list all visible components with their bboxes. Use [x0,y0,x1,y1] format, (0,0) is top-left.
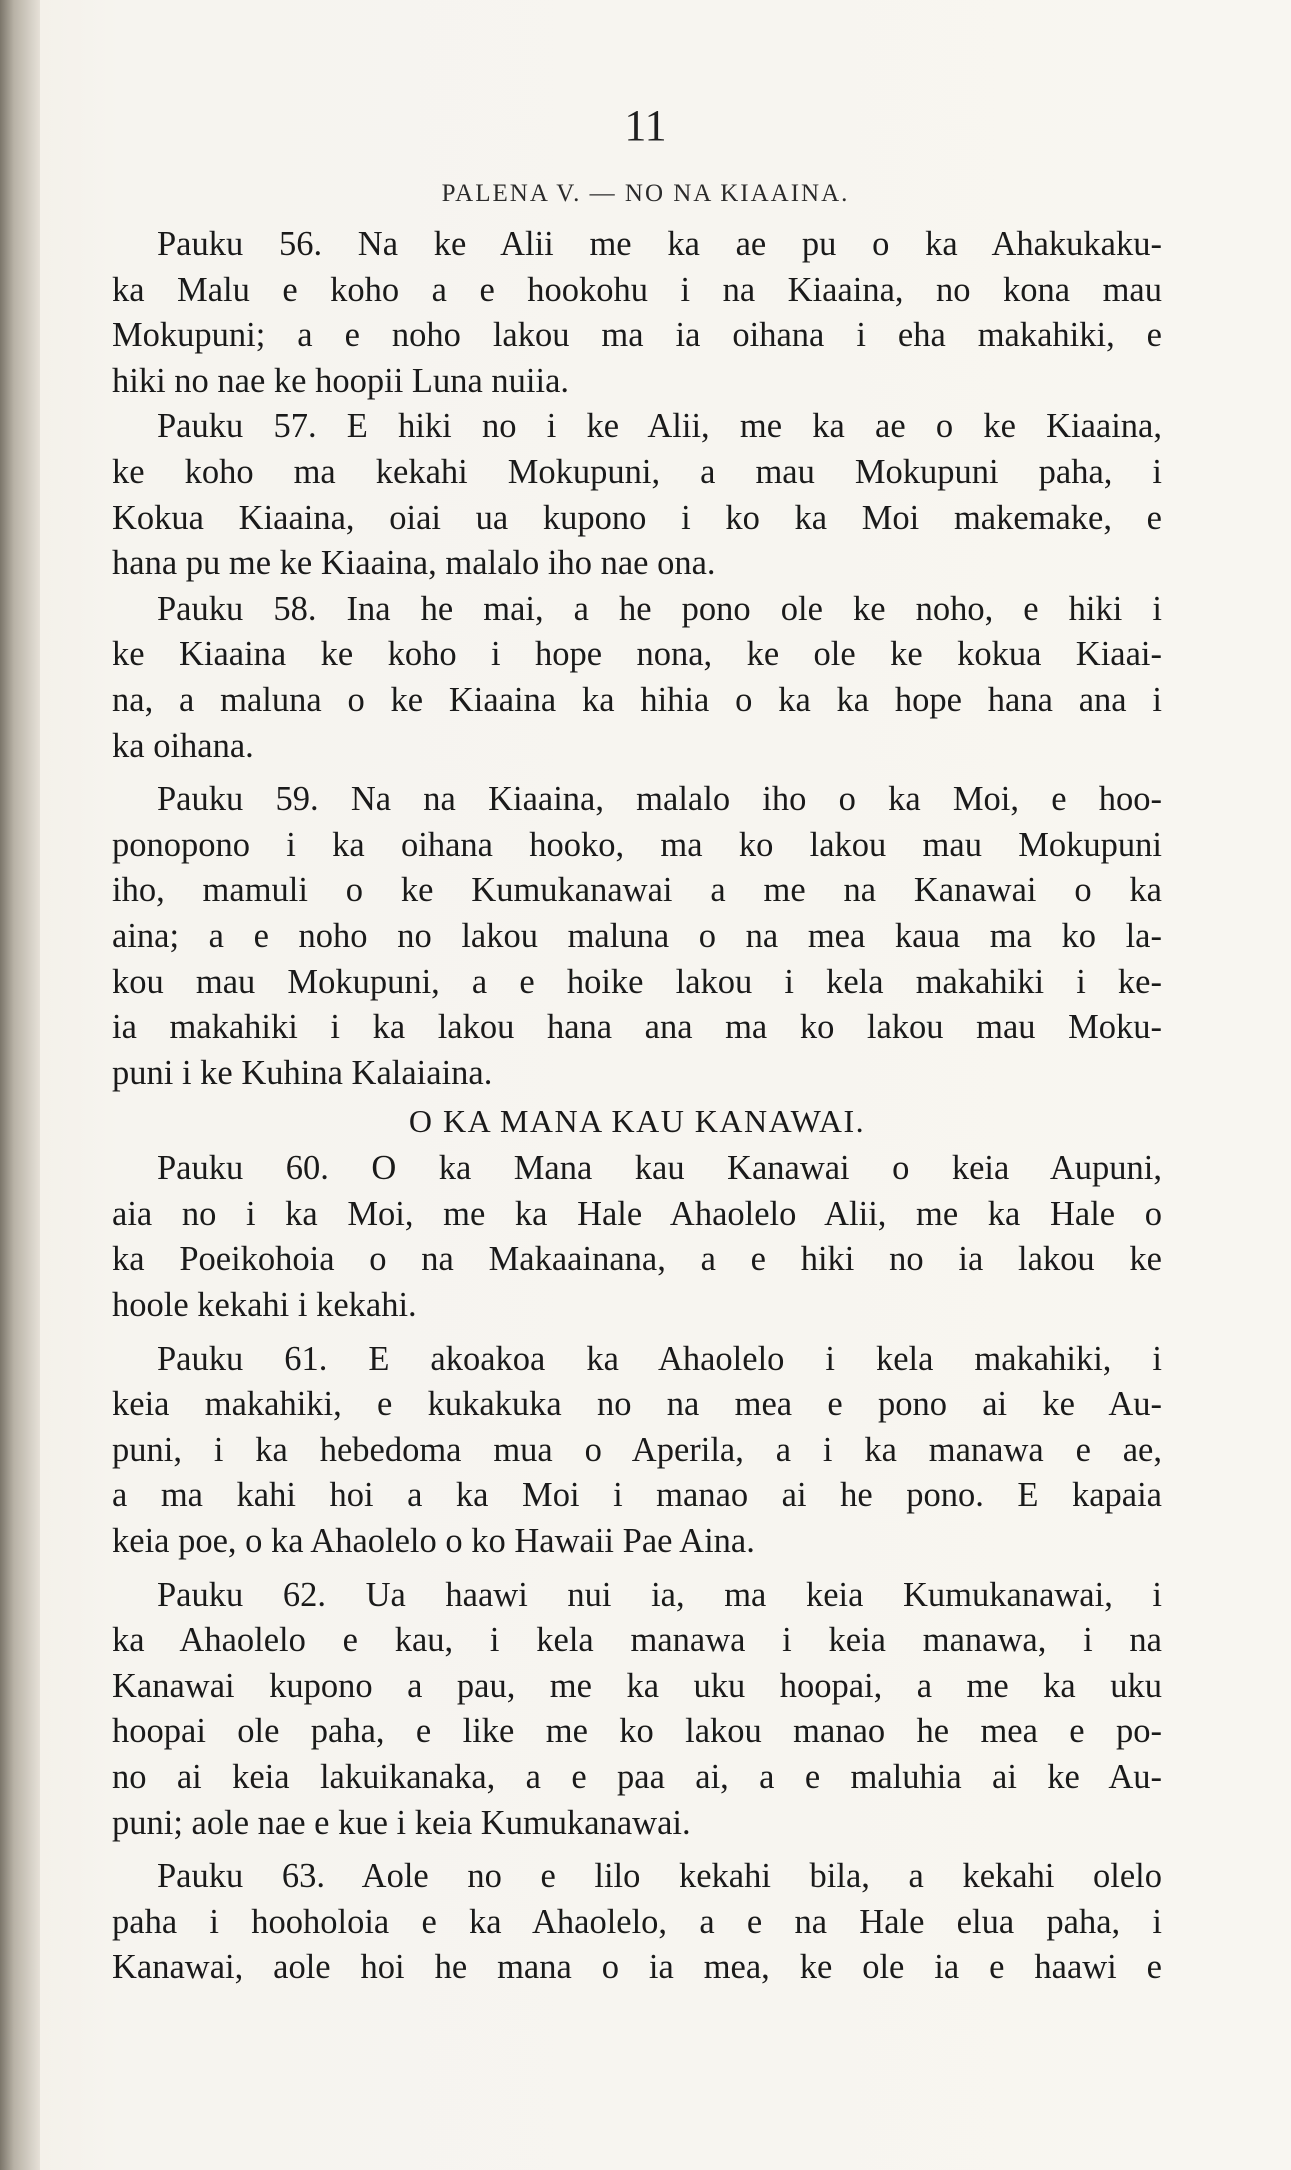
text-line: no ai keia lakuikanaka, a e paa ai, a e maluhia ai ke Au- [112,1758,1162,1796]
text-line: keia makahiki, e kukakuka no na mea e pono ai ke Au- [112,1385,1162,1424]
text-line: ke koho ma kekahi Mokupuni, a mau Mokupuni paha, i [112,452,1162,491]
text-line: hoole kekahi i kekahi. [112,1286,417,1325]
text-line: Pauku 58. Ina he mai, a he pono ole ke noho, e hiki i [157,589,1162,628]
text-line: Mokupuni; a e noho lakou ma ia oihana i eha makahiki, e [112,316,1162,355]
text-line: ka Malu e koho a e hookohu i na Kiaaina, no kona mau [112,270,1162,309]
text-line: hoopai ole paha, e like me ko lakou manao he mea e po- [112,1712,1162,1751]
text-line: ia makahiki i ka lakou hana ana ma ko lakou mau Moku- [112,1008,1162,1047]
text-line: puni i ke Kuhina Kalaiaina. [112,1053,493,1092]
text-line: a ma kahi hoi a ka Moi i manao ai he pono. E kapaia [112,1476,1162,1515]
text-line: aia no i ka Moi, me ka Hale Ahaolelo Alii, me ka Hale o [112,1194,1162,1233]
text-line: Kanawai, aole hoi he mana o ia mea, ke ole ia e haawi e [112,1948,1162,1987]
text-line: ke Kiaaina ke koho i hope nona, ke ole ke kokua Kiaai- [112,635,1162,674]
text-line: Kanawai kupono a pau, me ka uku hoopai, a me ka uku [112,1666,1162,1705]
paragraph-gap [112,1846,1162,1854]
text-line: Pauku 61. E akoakoa ka Ahaolelo i kela makahiki, i [157,1339,1162,1378]
section-heading: O KA MANA KAU KANAWAI. [408,1103,866,1140]
text-line: Pauku 59. Na na Kiaaina, malalo iho o ka Moi, e hoo- [157,780,1162,819]
text-line: hana pu me ke Kiaaina, malalo iho nae ona. [112,544,716,583]
text-line: iho, mamuli o ke Kumukanawai a me na Kanawai o ka [112,871,1162,910]
text-line: aina; a e noho no lakou maluna o na mea kaua ma ko la- [112,916,1162,955]
text-line: Pauku 60. O ka Mana kau Kanawai o keia Aupuni, [157,1149,1162,1188]
text-line: ka Poeikohoia o na Makaainana, a e hiki no ia lakou ke [112,1240,1162,1279]
paragraph-gap [112,769,1162,777]
text-line: ka oihana. [112,726,254,765]
text-line: Pauku 57. E hiki no i ke Alii, me ka ae o ke Kiaaina, [157,407,1162,446]
book-spine-edge [0,0,40,2170]
text-line: puni, i ka hebedoma mua o Aperila, a i ka manawa e ae, [112,1430,1162,1469]
text-body [112,222,1162,1991]
text-line: na, a maluna o ke Kiaaina ka hihia o ka ka hope hana ana i [112,680,1162,719]
paragraph-gap [112,1329,1162,1337]
text-line: paha i hooholoia e ka Ahaolelo, a e na Hale elua paha, i [112,1902,1162,1941]
text-line: ponopono i ka oihana hooko, ma ko lakou mau Mokupuni [112,825,1162,864]
text-line: puni; aole nae e kue i keia Kumukanawai. [112,1803,691,1842]
paragraph-gap [112,1565,1162,1573]
page-number: 11 [624,101,667,150]
text-line: Kokua Kiaaina, oiai ua kupono i ko ka Moi makemake, e [112,498,1162,537]
text-line: Pauku 63. Aole no e lilo kekahi bila, a kekahi olelo [157,1857,1162,1896]
text-line: hiki no nae ke hoopii Luna nuiia. [112,361,570,400]
text-line: kou mau Mokupuni, a e hoike lakou i kela makahiki i ke- [112,962,1162,1001]
text-line: ka Ahaolelo e kau, i kela manawa i keia manawa, i na [112,1621,1162,1660]
text-line: keia poe, o ka Ahaolelo o ko Hawaii Pae Aina. [112,1522,755,1561]
text-line: Pauku 62. Ua haawi nui ia, ma keia Kumukanawai, i [157,1575,1162,1614]
running-head: PALENA V. — NO NA KIAAINA. [441,180,850,207]
text-line: Pauku 56. Na ke Alii me ka ae pu o ka Ahakukaku- [157,225,1162,263]
